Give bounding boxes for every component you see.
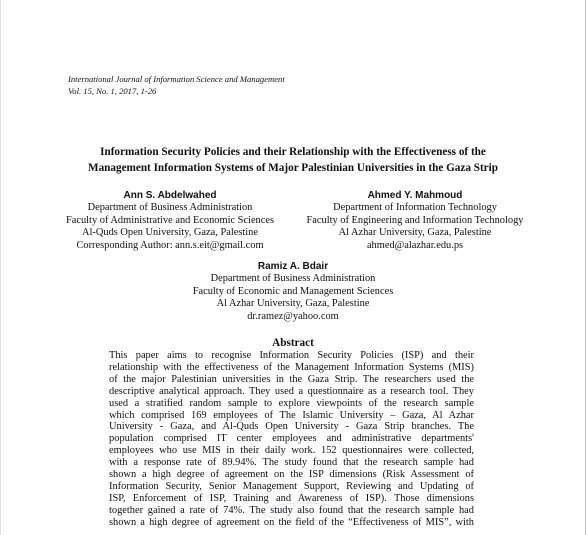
abstract-line: shown a high degree of agreement on the ISP dimensions (Risk Assessment of [109,469,474,481]
author-faculty: Faculty of Engineering and Information Technology [306,214,524,226]
author-faculty: Faculty of Administrative and Economic Sciences [65,214,275,226]
author-block-3 [160,260,426,323]
faint-watermark [258,500,348,524]
journal-header [68,73,285,97]
author-faculty: Faculty of Economic and Management Sciences [192,285,394,297]
abstract-line: together gained a rate of 74%. The study also found that the research sample had [109,504,474,516]
author-email: ahmed@alazhar.edu.ps [366,239,464,251]
abstract-line: descriptive analytical approach. They used a questionnaire as a research tool. They [109,385,474,397]
author-university: Al-Quds Open University, Gaza, Palestine [82,227,258,239]
abstract-line: shown a high degree of agreement on the field of the “Effectiveness of MIS”, with [109,516,474,528]
abstract-line: ISP, Enforcement of ISP, Training and Awareness of ISP). Those dimensions [109,492,474,504]
abstract-line: University - Gaza, and Al-Quds Open University - Gaza Strip branches. The [109,421,474,433]
journal-name: International Journal of Information Science and Management [68,74,285,84]
title-line-2: Management Information Systems of Major Palestinian Universities in the Gaza Strip [88,162,498,174]
paper-title [20,144,566,176]
abstract-line: of the major Palestinian universities in the Gaza Strip. The researchers used the [109,373,474,385]
abstract-line: employees who use MIS in their daily work. 152 questionnaires were collected, [109,445,474,457]
abstract-line: This paper aims to recognise Information Security Policies (ISP) and their [109,350,474,361]
author-university: Al Azhar University, Gaza, Palestine [338,227,492,239]
abstract-line: relationship with the effectiveness of the Management Information Systems (MIS) [109,361,474,373]
author-name: Ahmed Y. Mahmoud [367,190,463,201]
abstract-line: with a response rate of 89.94%. The study found that the research sample had [109,457,474,469]
author-department: Department of Business Administration [87,202,253,213]
author-name: Ramiz A. Bdair [257,261,329,272]
author-email: Corresponding Author: ann.s.eit@gmail.com [76,239,264,251]
author-department: Department of Business Administration [210,273,376,284]
author-block-2 [297,189,533,252]
journal-issue: Vol. 15, No. 1, 2017, 1-26 [68,86,157,96]
author-block-1 [40,189,300,252]
abstract-heading: Abstract [272,337,314,349]
abstract-line: population comprised IT center employees and administrative departments' [109,433,474,445]
title-line-1: Information Security Policies and their Relationship with the Effectiveness of the [100,146,486,158]
abstract-line: which comprised 169 employees of The Islamic University – Gaza, Al Azhar [109,409,474,421]
author-name: Ann S. Abdelwahed [123,190,217,201]
author-university: Al Azhar University, Gaza, Palestine [216,298,370,310]
abstract-line: used a stratified random sample to explore viewpoints of the research sample [109,397,474,409]
author-department: Department of Information Technology [333,202,497,213]
author-email: dr.ramez@yahoo.com [247,310,339,322]
page-edge-left [0,0,1,535]
abstract-line: Information Security, Senior Management Support, Reviewing and Updating of [109,480,474,492]
